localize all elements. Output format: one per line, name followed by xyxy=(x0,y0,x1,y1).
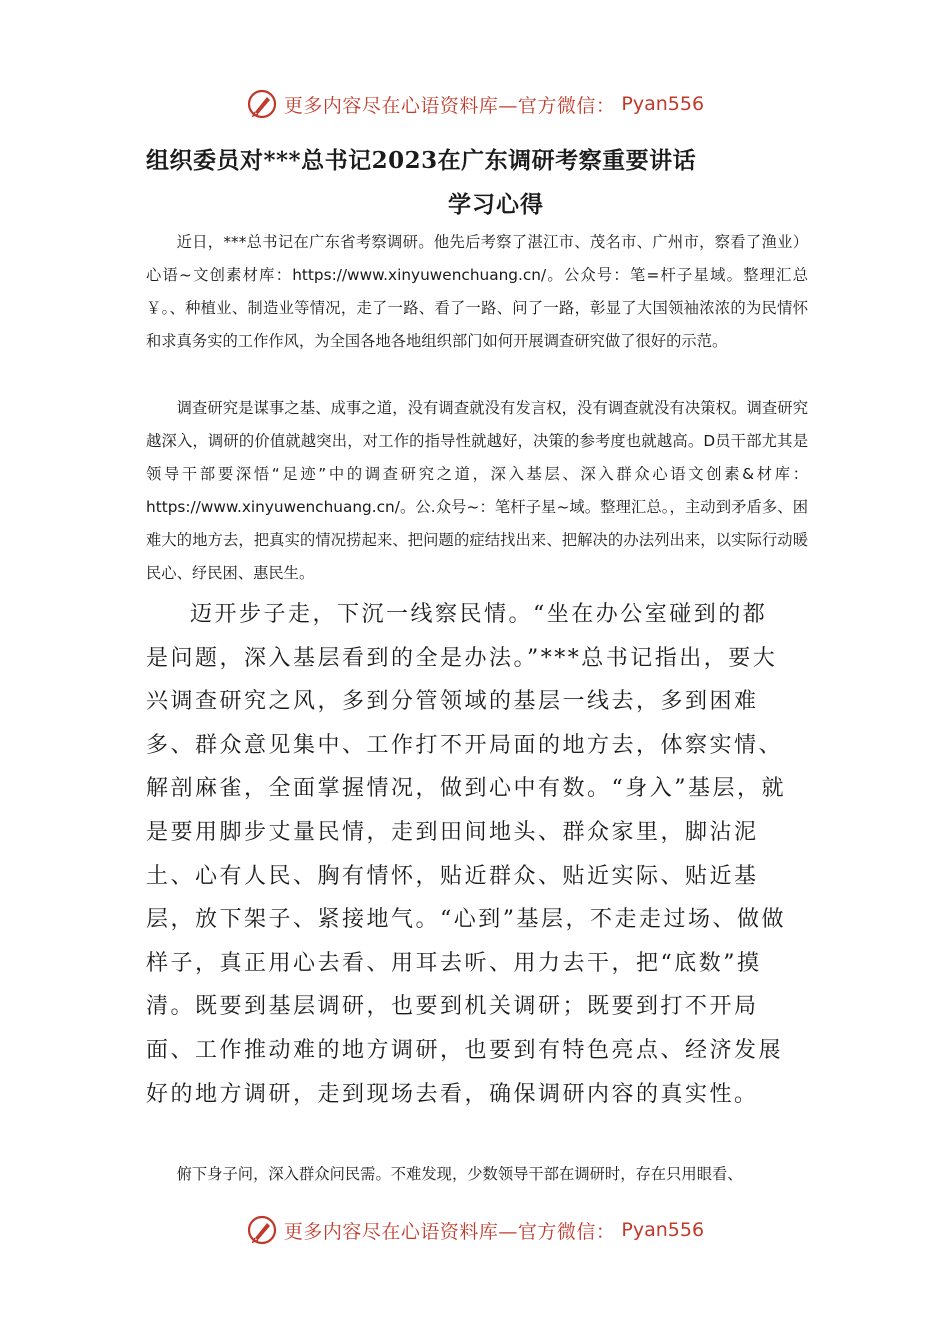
document-subtitle: 学习心得 xyxy=(448,191,544,218)
paragraph-bend-down: 俯下身子问，深入群众问民需。不难发现，少数领导干部在调研时，存在只用眼看、 xyxy=(176,1165,743,1183)
paragraph-research: 调查研究是谋事之基、成事之道，没有调查就没有发言权，没有调查就没有决策权。调查研究越深入，调研的价值就越突出，对工作的指导性就越好，决策的参考度也就越高。D员干部尤其是领导干部要深悟“足迹”中的调查研究之道，深入基层、深入群众心语文创素&材库：https://www.xinyuwenchuang.cn/。公.众号~：笔杆子星~域。整理汇总。，主动到矛盾多、困难大的地方去，把真实的情况捞起来、把问题的症结找出来、把解决的办法列出来，以实际行动暖民心、纾民困、惠民生。 xyxy=(146,399,808,582)
banner-handle: Pyan556 xyxy=(621,93,705,115)
banner-text: 更多内容尽在心语资料库—官方微信： xyxy=(283,1220,616,1243)
header-banner xyxy=(0,84,950,124)
paragraph-intro: 近日，***总书记在广东省考察调研。他先后考察了湛江市、茂名市、广州市，察看了渔业）心语~文创素材库：https://www.xinyuwenchuang.cn/。公众号：笔=杆子星域。整理汇总￥。、种植业、制造业等情况，走了一路、看了一路、问了一路，彰显了大国领袖浓浓的为民情怀和求真务实的工作作风，为全国各地各地组织部门如何开展调查研究做了很好的示范。 xyxy=(146,233,808,350)
document-title: 组织委员对***总书记2023在广东调研考察重要讲话 xyxy=(146,147,697,174)
banner-text: 更多内容尽在心语资料库—官方微信： xyxy=(283,94,616,117)
paragraph-step-out: 迈开步子走，下沉一线察民情。“坐在办公室碰到的都是问题，深入基层看到的全是办法。”***总书记指出，要大兴调查研究之风，多到分管领域的基层一线去，多到困难多、群众意见集中、工作打不开局面的地方去，体察实情、解剖麻雀，全面掌握情况，做到心中有数。“身入”基层，就是要用脚步丈量民情，走到田间地头、群众家里，脚沾泥土、心有人民、胸有情怀，贴近群众、贴近实际、贴近基层，放下架子、紧接地气。“心到”基层，不走走过场、做做样子，真正用心去看、用耳去听、用力去干，把“底数”摸清。既要到基层调研，也要到机关调研；既要到打不开局面、工作推动难的地方调研，也要到有特色亮点、经济发展好的地方调研，走到现场去看，确保调研内容的真实性。 xyxy=(146,602,786,1107)
banner-handle: Pyan556 xyxy=(621,1219,705,1241)
pen-logo-icon xyxy=(246,88,278,120)
pen-logo-icon xyxy=(246,1214,278,1246)
footer-banner xyxy=(0,1210,950,1250)
